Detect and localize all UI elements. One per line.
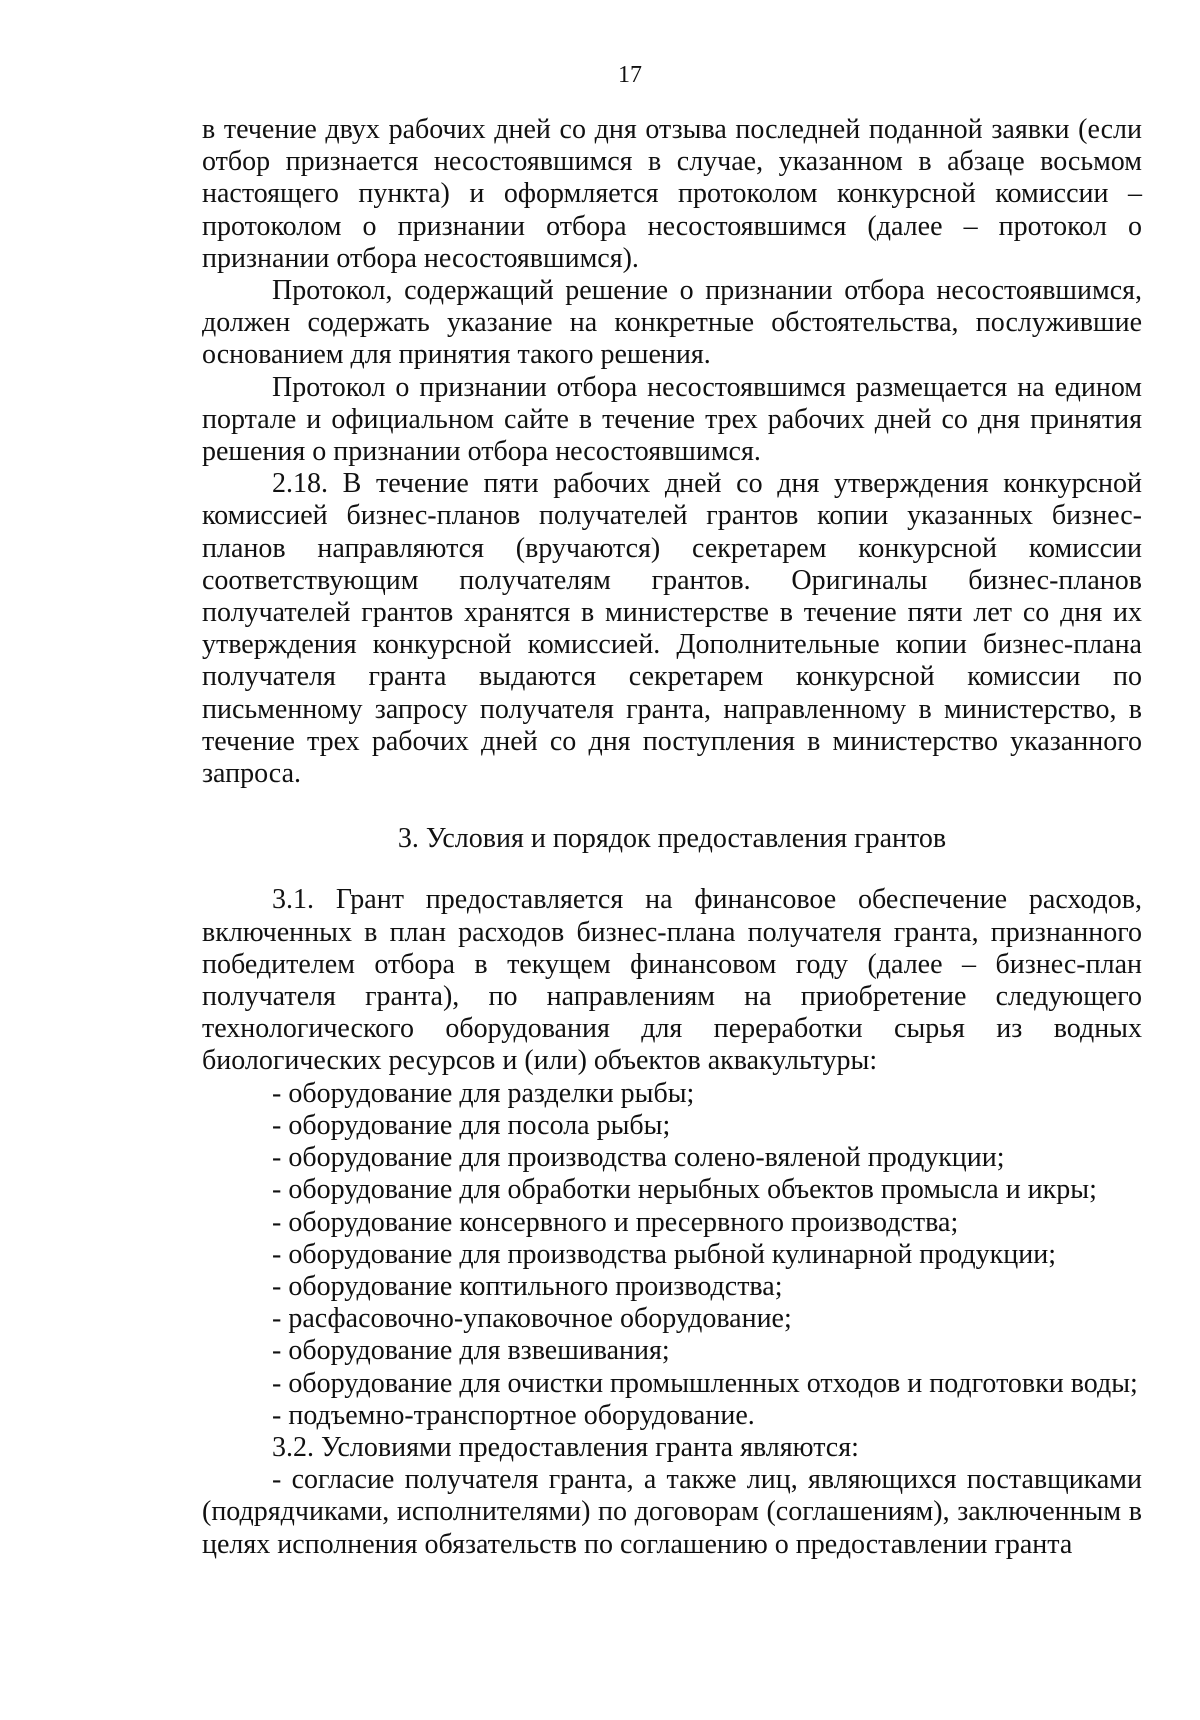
document-body [202,114,1142,1561]
paragraph-3-2-item: - согласие получателя гранта, а также лиц, являющихся поставщиками (подрядчиками, исполнителями) по договорам (соглашениям), заключенным в целях исполнения обязательств по соглашению о предоставлении гранта [202,1464,1142,1560]
list-item: - оборудование для обработки нерыбных объектов промысла и икры; [202,1174,1142,1206]
list-item: - оборудование для производства рыбной кулинарной продукции; [202,1239,1142,1271]
paragraph-protocol-publication: Протокол о признании отбора несостоявшимся размещается на едином портале и официальном сайте в течение трех рабочих дней со дня принятия решения о признании отбора несостоявшимся. [202,371,1142,468]
page-number: 17 [618,62,642,88]
paragraph-3-1: 3.1. Грант предоставляется на финансовое обеспечение расходов, включенных в план расходов бизнес-плана получателя гранта, признанного победителем отбора в текущем финансовом году (далее – бизнес-план получателя гранта), по направлениям на приобретение следующего технологического оборудования для переработки сырья из водных биологических ресурсов и (или) объектов аквакультуры: [202,884,1142,1077]
list-item: - оборудование для взвешивания; [202,1335,1142,1367]
paragraph-continuation: в течение двух рабочих дней со дня отзыва последней поданной заявки (если отбор признается несостоявшимся в случае, указанном в абзаце восьмом настоящего пункта) и оформляется протоколом конкурсной комиссии – протоколом о признании отбора несостоявшимся (далее – протокол о признании отбора несостоявшимся). [202,114,1142,274]
paragraph-2-18: 2.18. В течение пяти рабочих дней со дня утверждения конкурсной комиссией бизнес-планов получателей грантов копии указанных бизнес-планов направляются (вручаются) секретарем конкурсной комиссии соответствующим получателям грантов. Оригиналы бизнес-планов получателей грантов хранятся в министерстве в течение пяти лет со дня их утверждения конкурсной комиссией. Дополнительные копии бизнес-плана получателя гранта выдаются секретарем конкурсной комиссии по письменному запросу получателя гранта, направленному в министерство, в течение трех рабочих дней со дня поступления в министерство указанного запроса. [202,468,1142,790]
equipment-list [202,1078,1142,1432]
list-item: - оборудование для очистки промышленных отходов и подготовки воды; [202,1368,1142,1400]
section-heading: 3. Условия и порядок предоставления грантов [397,823,947,855]
list-item: - оборудование для разделки рыбы; [202,1078,1142,1110]
paragraph-protocol-content: Протокол, содержащий решение о признании отбора несостоявшимся, должен содержать указание на конкретные обстоятельства, послужившие основанием для принятия такого решения. [202,275,1142,371]
list-item: - оборудование консервного и пресервного производства; [202,1207,1142,1239]
list-item: - оборудование для посола рыбы; [202,1110,1142,1142]
list-item: - подъемно-транспортное оборудование. [202,1400,1142,1432]
list-item: - оборудование для производства солено-вяленой продукции; [202,1142,1142,1174]
list-item: - оборудование коптильного производства; [202,1271,1142,1303]
paragraph-3-2: 3.2. Условиями предоставления гранта являются: [272,1431,859,1463]
list-item: - расфасовочно-упаковочное оборудование; [202,1303,1142,1335]
